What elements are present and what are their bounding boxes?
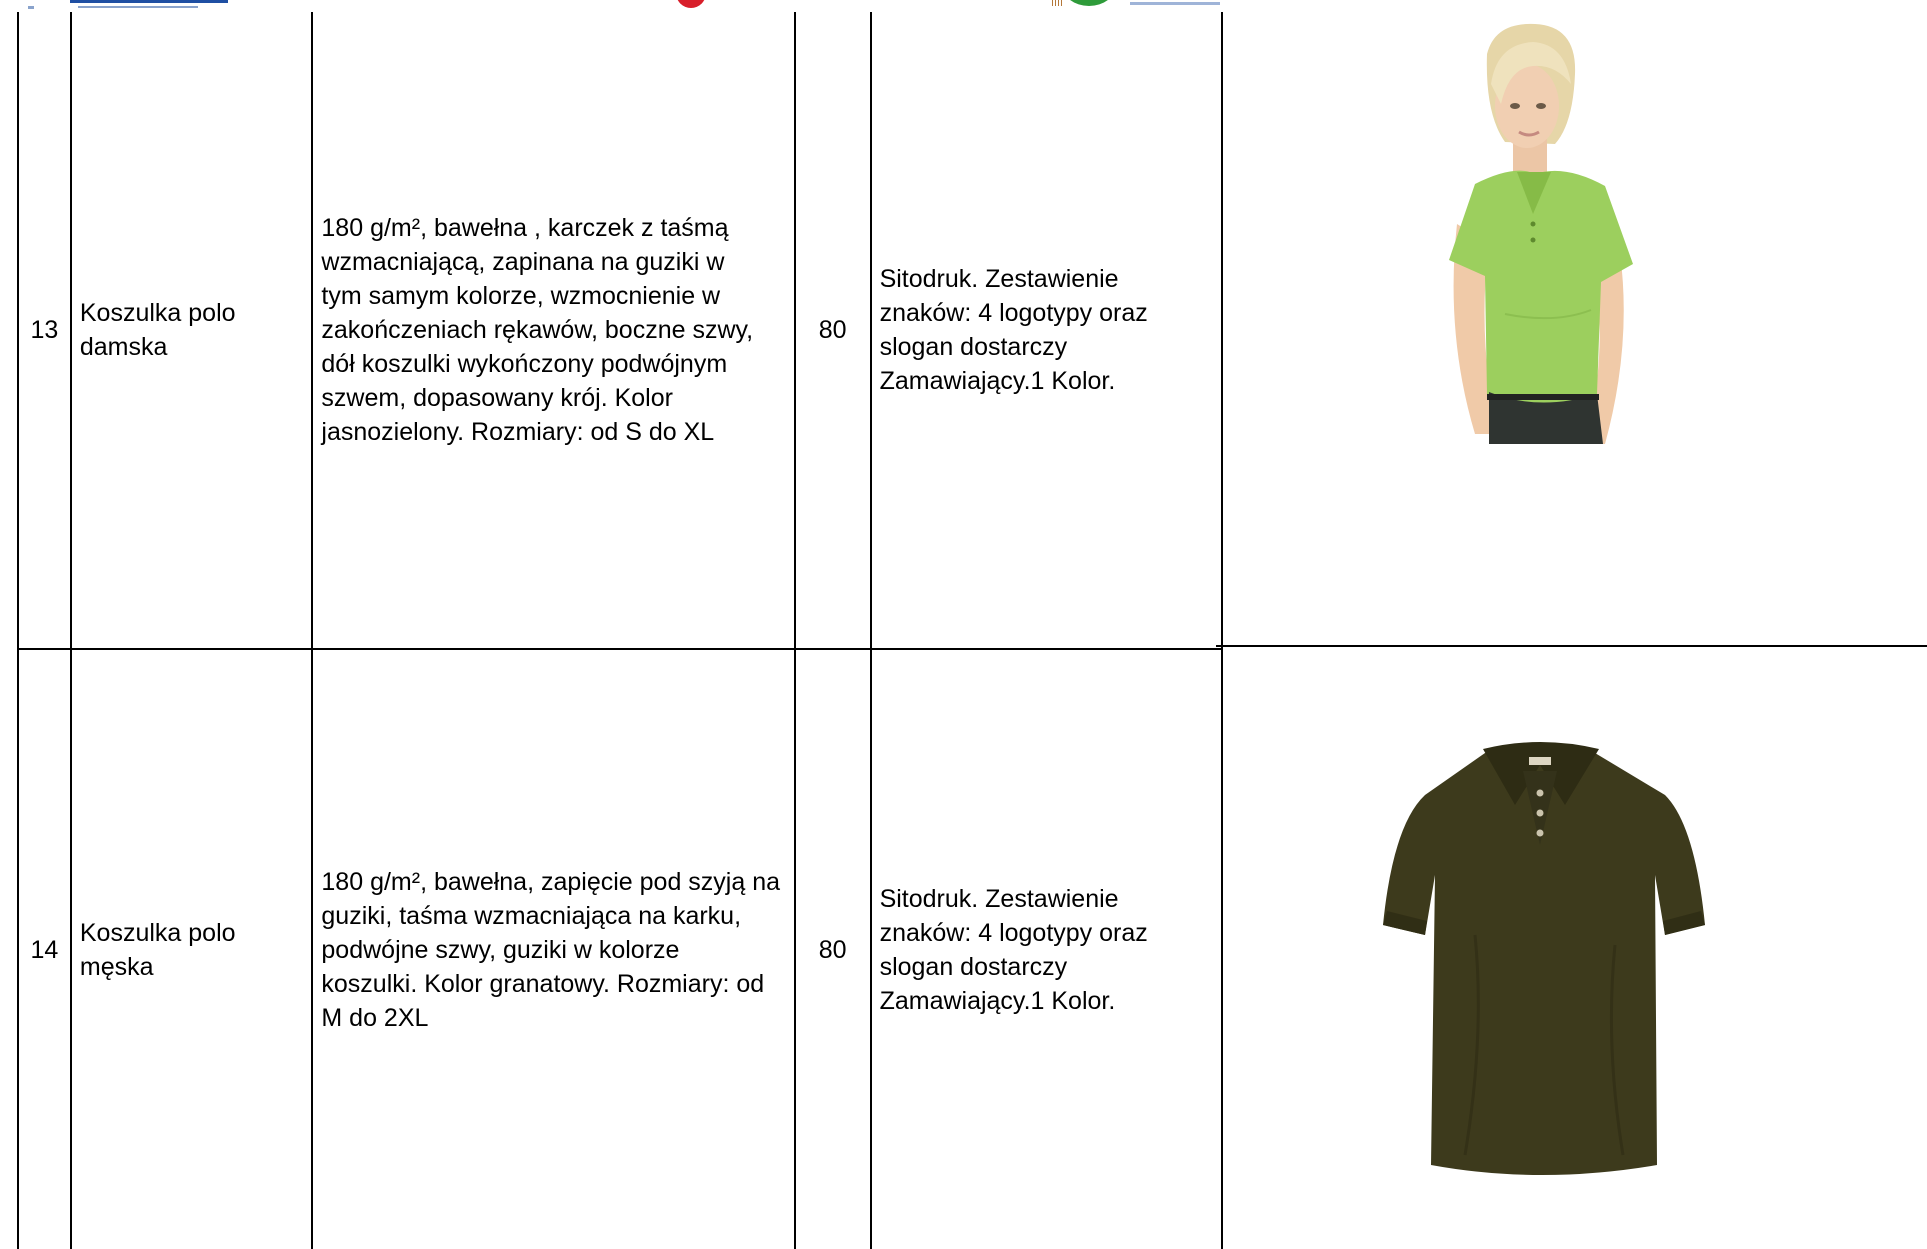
- row-number: 14: [18, 649, 71, 1249]
- product-description: 180 g/m², bawełna, zapięcie pod szyją na guziki, taśma wzmacniająca na karku, podwójne szwy, guziki w kolorze koszulki. Kolor granatowy. Rozmiary: od M do 2XL: [312, 649, 794, 1249]
- row-divider: [1216, 645, 1927, 647]
- green-women-polo-photo: [1405, 14, 1670, 544]
- shield-logo: [676, 0, 706, 8]
- eu-logo-caption: [70, 3, 230, 9]
- rural-development-logo: [1050, 0, 1122, 9]
- logo-fragment: [28, 6, 34, 9]
- print-specification: Sitodruk. Zestawienie znaków: 4 logotypy oraz slogan dostarczy Zamawiający.1 Kolor.: [871, 649, 1222, 1249]
- print-specification: Sitodruk. Zestawienie znaków: 4 logotypy oraz slogan dostarczy Zamawiający.1 Kolor.: [871, 12, 1222, 649]
- rural-development-caption: [1130, 2, 1220, 5]
- product-quantity: 80: [795, 649, 871, 1249]
- product-description: 180 g/m², bawełna , karczek z taśmą wzmacniającą, zapinana na guziki w tym samym kolorze, wzmocnienie w zakończeniach rękawów, boczne szwy, dół koszulki wykończony podwójnym szwem, dopasowany krój. Kolor jasnozielony. Rozmiary: od S do XL: [312, 12, 794, 649]
- dark-olive-men-polo-photo: [1365, 735, 1715, 1185]
- product-name: Koszulka polo męska: [71, 649, 313, 1249]
- product-quantity: 80: [795, 12, 871, 649]
- product-name: Koszulka polo damska: [71, 12, 313, 649]
- header-logos: [0, 0, 1927, 12]
- row-number: 13: [18, 12, 71, 649]
